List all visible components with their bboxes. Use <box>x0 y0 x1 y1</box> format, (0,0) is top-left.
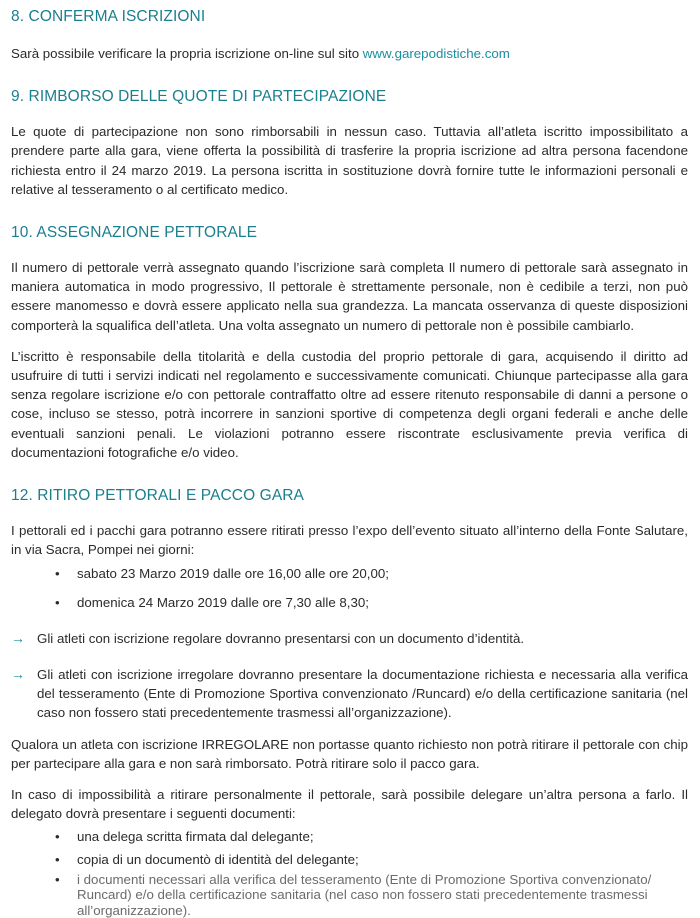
list-item-text: sabato 23 Marzo 2019 dalle ore 16,00 alle ore 20,00; <box>77 566 389 582</box>
bullet-icon: • <box>55 851 60 867</box>
list-item <box>11 827 688 846</box>
list-item <box>11 564 688 583</box>
arrow-right-icon: → <box>11 666 25 683</box>
section-8-text-body: Sarà possibile verificare la propria iscrizione on-line sul sito <box>11 46 363 61</box>
section-10-heading: 10. ASSEGNAZIONE PETTORALE <box>11 224 258 242</box>
section-12-paragraph-2: Qualora un atleta con iscrizione IRREGOLARE non portasse quanto richiesto non potrà ritirare il pettorale con chip per partecipare alla gara e non sarà rimborsato. Potrà ritirare solo il pacco gara. <box>11 736 688 771</box>
arrow-item-regular <box>11 629 688 648</box>
arrow-item-irregular <box>11 665 688 723</box>
bullet-icon: • <box>55 829 60 845</box>
list-item-text: una delega scritta firmata dal delegante; <box>77 829 314 845</box>
list-item-text: copia di un documentò di identità del delegante; <box>77 851 359 867</box>
list-item <box>11 593 688 612</box>
section-12-heading: 12. RITIRO PETTORALI E PACCO GARA <box>11 487 304 505</box>
garepodistiche-link[interactable]: www.garepodistiche.com <box>362 46 510 61</box>
arrow-item-text: Gli atleti con iscrizione regolare dovranno presentarsi con un documento d’identità. <box>37 630 525 646</box>
section-9-paragraph: Le quote di partecipazione non sono rimborsabili in nessun caso. Tuttavia all’atleta iscritto impossibilitato a prendere parte alla gara, viene offerta la possibilità di trasferire la propria iscrizione ad altra persona facendone richiesta entro il 24 marzo 2019. La persona iscritta in sostituzione dovrà fornire tutte le informazioni personali e relative al tesseramento o al certificato medico. <box>11 124 688 197</box>
list-item-text: i documenti necessari alla verifica del tesseramento (Ente di Promozione Sportiva convenzionato/ Runcard) e/o della certificazione sanitaria (nel caso non fossero stati precedentemente trasmessi all’organizzazione). <box>77 871 652 918</box>
arrow-right-icon: → <box>11 629 25 646</box>
list-item <box>11 850 688 869</box>
bullet-icon: • <box>55 871 60 887</box>
delegate-documents-list <box>11 827 688 918</box>
section-8-text <box>11 44 688 63</box>
list-item <box>11 872 688 918</box>
section-9-heading: 9. RIMBORSO DELLE QUOTE DI PARTECIPAZIONE <box>11 88 387 106</box>
section-10-paragraph-2: L’iscritto è responsabile della titolarità e della custodia del proprio pettorale di gara, acquisendo il diritto ad usufruire di tutti i servizi indicati nel regolamento e successivamente comunicati. Chiunque partecipasse alla gara senza regolare iscrizione e/o con pettorale contraffatto oltre ad essere ritenuto responsabile di danni a persone o cose, incluso se stesso, potrà incorrere in sanzioni sportive di competenza degli organi federali e anche delle eventuali sanzioni penali. Le violazioni potranno essere riscontrate esclusivamente previa verifica di documentazioni fotografiche e/o video. <box>11 348 688 460</box>
bullet-icon: • <box>55 594 60 610</box>
pickup-days-list <box>11 564 688 611</box>
section-12-paragraph-1: I pettorali ed i pacchi gara potranno essere ritirati presso l’expo dell’evento situato all’interno della Fonte Salutare, in via Sacra, Pompei nei giorni: <box>11 523 688 558</box>
arrow-item-text: Gli atleti con iscrizione irregolare dovranno presentare la documentazione richiesta e necessaria alla verifica del tesseramento (Ente di Promozione Sportiva convenzionato /Runcard) e/o della certificazione sanitaria (nel caso non fossero stati precedentemente trasmessi all’organizzazione). <box>37 667 688 721</box>
bullet-icon: • <box>55 566 60 582</box>
document-page <box>0 7 700 918</box>
section-10-paragraph-1: Il numero di pettorale verrà assegnato quando l’iscrizione sarà completa Il numero di pettorale sarà assegnato in maniera automatica in modo progressivo, Il pettorale è strettamente personale, non è cedibile a terzi, non può essere manomesso e dovrà essere applicato nella sua grandezza. La mancata osservanza di queste disposizioni comporterà la squalifica dell’atleta. Una volta assegnato un numero di pettorale non è possibile cambiarlo. <box>11 260 688 333</box>
list-item-text: domenica 24 Marzo 2019 dalle ore 7,30 alle 8,30; <box>77 594 369 610</box>
section-8-heading: 8. CONFERMA ISCRIZIONI <box>11 8 206 25</box>
section-12-paragraph-3: In caso di impossibilità a ritirare personalmente il pettorale, sarà possibile delegare un’altra persona a farlo. Il delegato dovrà presentare i seguenti documenti: <box>11 787 688 822</box>
